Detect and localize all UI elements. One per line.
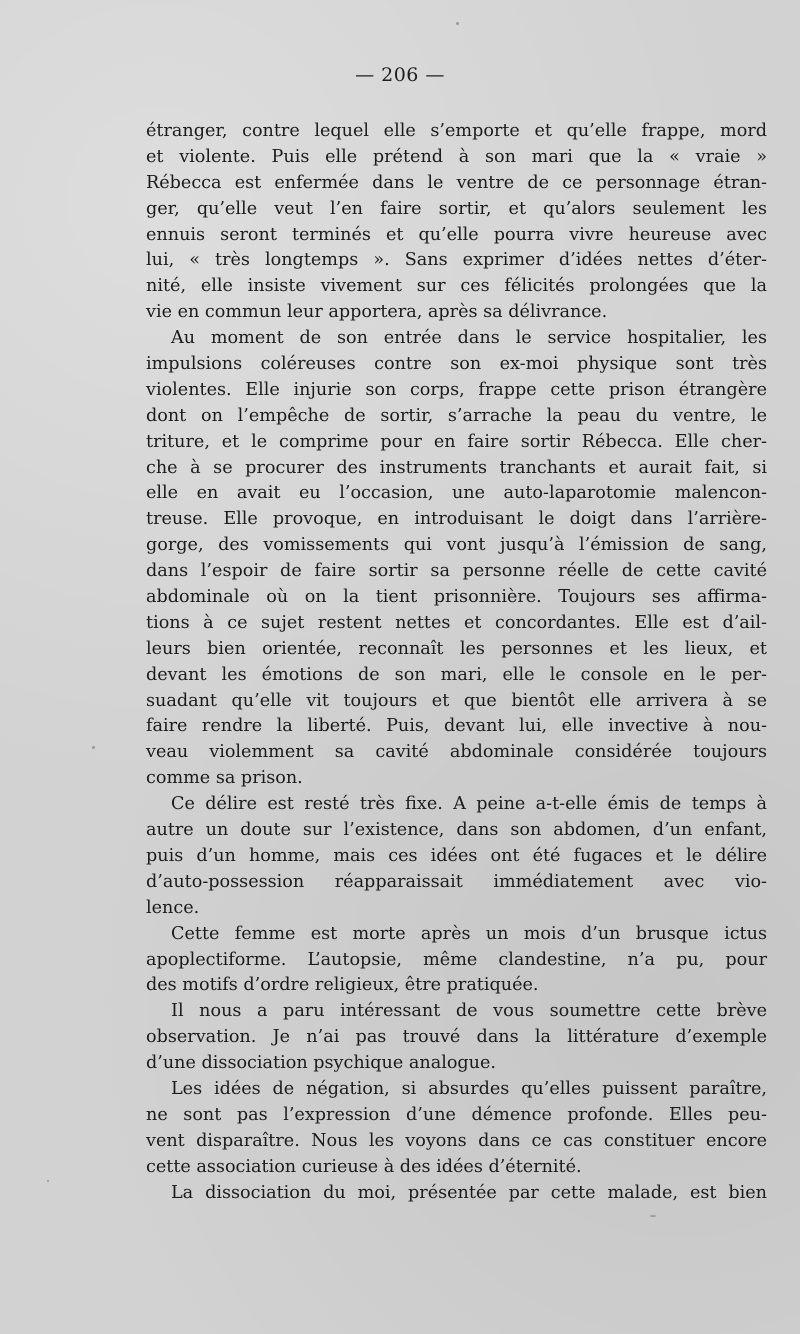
paper-speck [92,746,95,749]
text-line: lui, « très longtemps ». Sans exprimer d’idées nettes d’éter- [146,250,767,271]
text-line: veau violemment sa cavité abdominale considérée toujours [146,742,767,763]
text-line: devant les émotions de son mari, elle le console en le per- [146,664,767,685]
text-line: lence. [146,897,200,918]
text-line: Rébecca est enfermée dans le ventre de ce personnage étran- [146,172,767,193]
text-line: et violente. Puis elle prétend à son mari que la « vraie » [146,146,767,167]
text-line: triture, et le comprime pour en faire sortir Rébecca. Elle cher- [146,431,767,452]
text-line: abdominale où on la tient prisonnière. Toujours ses affirma- [146,587,767,608]
text-line: ger, qu’elle veut l’en faire sortir, et qu’alors seulement les [146,198,767,219]
text-line: dans l’espoir de faire sortir sa personne réelle de cette cavité [146,561,767,582]
text-line: gorge, des vomissements qui vont jusqu’à l’émission de sang, [146,535,767,556]
text-line: La dissociation du moi, présentée par cette malade, est bien [171,1182,767,1203]
text-line: elle en avait eu l’occasion, une auto-laparotomie malencon- [146,483,767,504]
text-line: d’une dissociation psychique analogue. [146,1053,497,1074]
text-line: faire rendre la liberté. Puis, devant lui, elle invective à nou- [146,716,767,737]
text-line: leurs bien orientée, reconnaît les personnes et les lieux, et [146,638,767,659]
text-line: Les idées de négation, si absurdes qu’elles puissent paraître, [171,1078,767,1099]
paper-speck [650,1215,656,1217]
text-line: observation. Je n’ai pas trouvé dans la littérature d’exemple [146,1027,767,1048]
text-line: autre un doute sur l’existence, dans son abdomen, d’un enfant, [146,820,767,841]
page-number: — 206 — [355,64,445,86]
body-text [146,119,767,1206]
text-line: nité, elle insiste vivement sur ces félicités prolongées que la [146,276,767,297]
text-line: vie en commun leur apportera, après sa délivrance. [146,302,608,323]
text-line: apoplectiforme. L’autopsie, même clandestine, n’a pu, pour [146,949,767,970]
paper-speck [456,22,459,25]
text-line: suadant qu’elle vit toujours et que bientôt elle arrivera à se [146,690,767,711]
text-line: dont on l’empêche de sortir, s’arrache la peau du ventre, le [146,405,767,426]
text-line: tions à ce sujet restent nettes et concordantes. Elle est d’ail- [146,612,767,633]
text-line: impulsions coléreuses contre son ex-moi physique sont très [146,354,767,375]
text-line: comme sa prison. [146,768,303,789]
paper-speck [47,1180,49,1182]
text-line: treuse. Elle provoque, en introduisant le doigt dans l’arrière- [146,509,767,530]
text-line: Au moment de son entrée dans le service hospitalier, les [171,328,767,349]
text-line: Il nous a paru intéressant de vous soumettre cette brève [171,1001,767,1022]
text-line: étranger, contre lequel elle s’emporte et qu’elle frappe, mord [146,121,767,141]
text-line: ne sont pas l’expression d’une démence profonde. Elles peu- [146,1104,767,1125]
text-line: puis d’un homme, mais ces idées ont été fugaces et le délire [146,845,767,866]
text-line: che à se procurer des instruments tranchants et aurait fait, si [146,457,767,478]
text-line: ennuis seront terminés et qu’elle pourra vivre heureuse avec [146,224,767,245]
text-line: d’auto-possession réapparaissait immédiatement avec vio- [146,871,767,892]
text-line: cette association curieuse à des idées d’éternité. [146,1156,582,1177]
text-line: Cette femme est morte après un mois d’un brusque ictus [171,923,767,944]
text-line: violentes. Elle injurie son corps, frappe cette prison étrangère [146,379,767,400]
text-line: vent disparaître. Nous les voyons dans ce cas constituer encore [146,1130,767,1151]
text-line: des motifs d’ordre religieux, être pratiquée. [146,975,539,996]
text-line: Ce délire est resté très fixe. A peine a-t-elle émis de temps à [171,794,767,815]
